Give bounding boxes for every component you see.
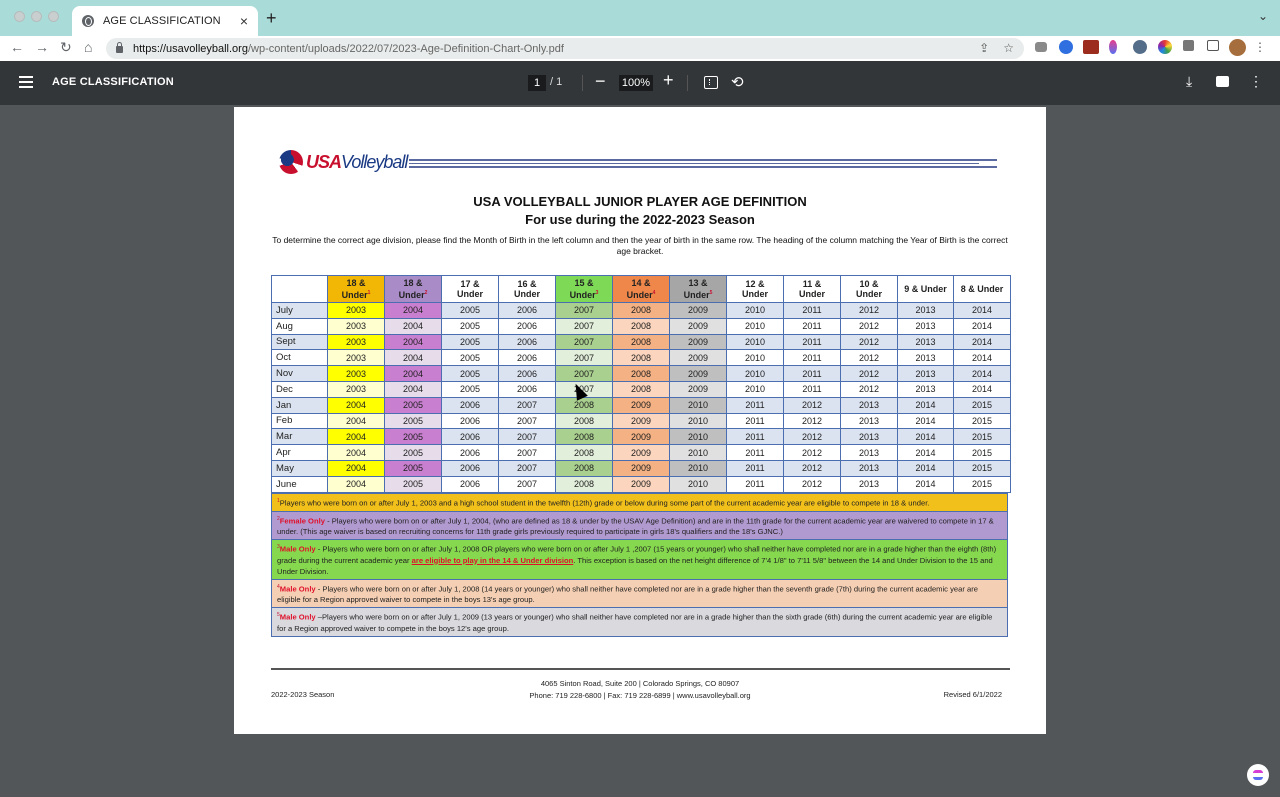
year-cell: 2008 xyxy=(613,350,670,366)
minimize-window-button[interactable] xyxy=(31,11,42,22)
footer-address: 4065 Sinton Road, Suite 200 | Colorado Springs, CO 80907 xyxy=(540,679,740,688)
footnote-3: $^3$Male Only - Players who were born on or after July 1, 2008 OR players who were born on or after July 1 ,2007 (15 years or younger) who shall neither have completed nor are in a grade higher than the eighth (8th) grade during the current academic year are eligible to play in the 14 & Under division. This exception is based on the net height difference of 7'4 1/8" to 7'11 5/8" between the 14 and Under Division to the 15 and Under Division. xyxy=(272,540,1007,580)
year-cell: 2013 xyxy=(898,318,954,334)
document-title: USA VOLLEYBALL JUNIOR PLAYER AGE DEFINITION xyxy=(473,194,807,209)
month-cell: Apr xyxy=(272,445,328,461)
url-host: https://usavolleyball.org xyxy=(133,42,248,55)
year-cell: 2011 xyxy=(784,334,841,350)
year-cell: 2008 xyxy=(556,429,613,445)
footnote-3-text-end: . This exception is based on the net height difference of 7'4 1/8" to 7'11 5/8" between the 14 and Under Division to the 15 and Under Division. xyxy=(277,555,993,576)
year-cell: 2008 xyxy=(556,476,613,492)
table-row xyxy=(272,303,1011,319)
column-header: 14 & Under$^4$ xyxy=(613,276,670,303)
year-cell: 2015 xyxy=(954,413,1011,429)
year-cell: 2006 xyxy=(499,318,556,334)
footnote-3-text: - Players who were born on or after July 1, 2008 OR players who were born on or after July 1 ,2007 (15 years or younger) who shall neither have completed nor are in a grade higher than the eighth (8th) grade during the current academic year xyxy=(277,544,997,565)
year-cell: 2003 xyxy=(328,366,385,382)
logo-volleyball-text: Volleyball xyxy=(341,151,408,172)
year-cell: 2008 xyxy=(556,413,613,429)
year-cell: 2006 xyxy=(442,476,499,492)
zoom-level-input[interactable]: 100% xyxy=(619,75,653,91)
year-cell: 2004 xyxy=(328,476,385,492)
year-cell: 2005 xyxy=(385,476,442,492)
year-cell: 2007 xyxy=(556,381,613,397)
month-cell: Oct xyxy=(272,350,328,366)
footer-revised: Revised 6/1/2022 xyxy=(943,690,1002,699)
year-cell: 2008 xyxy=(613,381,670,397)
year-cell: 2012 xyxy=(841,366,898,382)
extensions-puzzle-icon[interactable] xyxy=(1183,40,1194,51)
year-cell: 2009 xyxy=(613,460,670,476)
year-cell: 2013 xyxy=(898,381,954,397)
year-cell: 2015 xyxy=(954,460,1011,476)
year-cell: 2012 xyxy=(784,460,841,476)
year-cell: 2014 xyxy=(954,366,1011,382)
color-extension-icon[interactable] xyxy=(1158,40,1172,54)
year-cell: 2011 xyxy=(727,476,784,492)
footnote-3-emphasis: are eligible to play in the 14 & Under division xyxy=(411,555,574,565)
year-cell: 2009 xyxy=(670,334,727,350)
year-cell: 2007 xyxy=(556,303,613,319)
year-cell: 2012 xyxy=(784,476,841,492)
year-cell: 2008 xyxy=(613,334,670,350)
year-cell: 2008 xyxy=(613,318,670,334)
year-cell: 2009 xyxy=(613,445,670,461)
footnote-4: $^4$Male Only - Players who were born on or after July 1, 2008 (14 years or younger) who shall neither have completed nor are in a grade higher than the seventh grade (7th) during the current academic year are eligible for a Region approved waiver to compete in the boys 13's age group. xyxy=(272,580,1007,609)
year-cell: 2004 xyxy=(385,318,442,334)
browser-toolbar xyxy=(0,36,1280,61)
year-cell: 2005 xyxy=(442,303,499,319)
year-cell: 2014 xyxy=(954,350,1011,366)
year-cell: 2008 xyxy=(613,366,670,382)
year-cell: 2014 xyxy=(954,334,1011,350)
year-cell: 2005 xyxy=(385,413,442,429)
year-cell: 2004 xyxy=(328,397,385,413)
header-rule-lines xyxy=(409,159,997,170)
footnote-3-label: Male Only xyxy=(279,544,316,554)
year-cell: 2007 xyxy=(556,334,613,350)
year-cell: 2010 xyxy=(727,350,784,366)
menu-hamburger-icon[interactable] xyxy=(19,76,33,88)
profile-avatar[interactable] xyxy=(1229,39,1246,56)
year-cell: 2004 xyxy=(385,366,442,382)
column-header: 8 & Under xyxy=(954,276,1011,303)
year-cell: 2009 xyxy=(670,350,727,366)
pdf-title: AGE CLASSIFICATION xyxy=(52,76,174,88)
table-row xyxy=(272,445,1011,461)
year-cell: 2004 xyxy=(328,460,385,476)
year-cell: 2012 xyxy=(841,350,898,366)
year-cell: 2007 xyxy=(499,397,556,413)
table-row xyxy=(272,350,1011,366)
clickup-extension-icon[interactable] xyxy=(1109,40,1117,54)
year-cell: 2012 xyxy=(841,318,898,334)
year-cell: 2009 xyxy=(670,366,727,382)
forward-icon[interactable]: → xyxy=(35,39,49,55)
pdf-page xyxy=(234,107,1046,734)
address-bar[interactable] xyxy=(106,38,1024,59)
year-cell: 2011 xyxy=(784,366,841,382)
usa-volleyball-logo xyxy=(279,150,407,174)
year-cell: 2010 xyxy=(670,413,727,429)
year-cell: 2013 xyxy=(841,460,898,476)
column-header: 9 & Under xyxy=(898,276,954,303)
table-row xyxy=(272,429,1011,445)
close-window-button[interactable] xyxy=(14,11,25,22)
year-cell: 2012 xyxy=(784,445,841,461)
browser-menu-icon[interactable]: ⋮ xyxy=(1254,40,1266,54)
year-cell: 2003 xyxy=(328,381,385,397)
year-cell: 2007 xyxy=(499,413,556,429)
new-tab-button[interactable]: + xyxy=(266,8,277,28)
year-cell: 2012 xyxy=(841,381,898,397)
footer-contact xyxy=(234,678,1046,702)
month-cell: Aug xyxy=(272,318,328,334)
footnote-1: $^1$Players who were born on or after July 1, 2003 and a high school student in the twelfth (12th) grade or below during some part of the current academic year are eligible to compete in 18 & under. xyxy=(272,494,1007,512)
download-icon[interactable]: ⤓ xyxy=(1186,73,1193,89)
footnote-5-text: –Players who were born on or after July 1, 2009 (13 years or younger) who shall neither have completed nor are in a grade higher than the sixth grade (6th) during the current academic year are eligible for a Region approved waiver to compete in the boys 12's age group. xyxy=(277,612,993,633)
year-cell: 2013 xyxy=(898,350,954,366)
year-cell: 2009 xyxy=(613,429,670,445)
year-cell: 2006 xyxy=(442,460,499,476)
year-cell: 2013 xyxy=(841,413,898,429)
side-panel-icon[interactable] xyxy=(1207,40,1219,51)
footnote-2-label: Female Only xyxy=(279,516,325,526)
year-cell: 2004 xyxy=(328,413,385,429)
bookmark-star-icon[interactable]: ☆ xyxy=(1003,41,1014,55)
year-cell: 2010 xyxy=(727,366,784,382)
year-cell: 2005 xyxy=(385,460,442,476)
footnote-4-text: - Players who were born on or after July 1, 2008 (14 years or younger) who shall neither have completed nor are in a grade higher than the seventh grade (7th) during the current academic year are eligible for a Region approved waiver to compete in the boys 13's age group. xyxy=(277,584,978,605)
year-cell: 2006 xyxy=(442,397,499,413)
month-cell: May xyxy=(272,460,328,476)
year-cell: 2009 xyxy=(613,397,670,413)
year-cell: 2014 xyxy=(954,303,1011,319)
browser-tab[interactable] xyxy=(72,6,258,36)
year-cell: 2014 xyxy=(954,381,1011,397)
month-cell: Dec xyxy=(272,381,328,397)
window-controls xyxy=(14,11,59,22)
table-row xyxy=(272,397,1011,413)
year-cell: 2003 xyxy=(328,334,385,350)
month-cell: Nov xyxy=(272,366,328,382)
table-row xyxy=(272,476,1011,492)
tide-extension-icon[interactable] xyxy=(1083,40,1099,54)
footnote-2: $^2$Female Only - Players who were born on or after July 1, 2004, (who are defined as 18 & under by the USAV Age Definition) and are in the 11th grade for the current academic year are waivered to compete in 17 & under. (This age waiver is based on recruiting concerns for 11th grade girls previously required to participate in girls 18's qualifiers and the 18's GJNC.) xyxy=(272,512,1007,541)
year-cell: 2004 xyxy=(385,303,442,319)
column-header: 15 & Under$^3$ xyxy=(556,276,613,303)
year-cell: 2013 xyxy=(898,334,954,350)
year-cell: 2005 xyxy=(385,445,442,461)
footer-phone: Phone: 719 228-6800 | Fax: 719 228-6899 | www.usavolleyball.org xyxy=(529,691,751,700)
year-cell: 2003 xyxy=(328,350,385,366)
year-cell: 2013 xyxy=(898,303,954,319)
table-row xyxy=(272,366,1011,382)
year-cell: 2006 xyxy=(499,381,556,397)
year-cell: 2005 xyxy=(442,334,499,350)
year-cell: 2010 xyxy=(727,381,784,397)
reload-icon[interactable]: ↻ xyxy=(60,39,72,55)
clickup-floating-button[interactable] xyxy=(1247,764,1269,786)
year-cell: 2014 xyxy=(898,460,954,476)
year-cell: 2013 xyxy=(841,445,898,461)
footer-rule xyxy=(271,668,1010,670)
year-cell: 2009 xyxy=(670,381,727,397)
table-corner xyxy=(272,276,328,303)
year-cell: 2010 xyxy=(670,445,727,461)
zoom-in-button[interactable]: + xyxy=(663,70,674,90)
year-cell: 2006 xyxy=(442,413,499,429)
year-cell: 2010 xyxy=(670,460,727,476)
year-cell: 2013 xyxy=(841,397,898,413)
year-cell: 2014 xyxy=(954,318,1011,334)
year-cell: 2007 xyxy=(499,460,556,476)
year-cell: 2011 xyxy=(784,318,841,334)
year-cell: 2012 xyxy=(784,429,841,445)
footnote-5-label: Male Only xyxy=(279,612,316,622)
year-cell: 2007 xyxy=(556,350,613,366)
year-cell: 2014 xyxy=(898,413,954,429)
year-cell: 2005 xyxy=(442,381,499,397)
year-cell: 2011 xyxy=(727,460,784,476)
column-header: 13 & Under$^5$ xyxy=(670,276,727,303)
document-subtitle: For use during the 2022-2023 Season xyxy=(525,212,755,227)
year-cell: 2012 xyxy=(841,334,898,350)
fit-page-icon[interactable] xyxy=(704,76,718,89)
year-cell: 2009 xyxy=(613,476,670,492)
year-cell: 2013 xyxy=(841,429,898,445)
month-cell: Jan xyxy=(272,397,328,413)
tab-title: AGE CLASSIFICATION xyxy=(103,15,221,27)
year-cell: 2005 xyxy=(442,350,499,366)
pdf-toolbar xyxy=(0,61,1280,105)
year-cell: 2007 xyxy=(499,445,556,461)
table-row xyxy=(272,460,1011,476)
year-cell: 2006 xyxy=(499,350,556,366)
maximize-window-button[interactable] xyxy=(48,11,59,22)
logo-usa-text: USA xyxy=(306,151,342,172)
lock-icon[interactable] xyxy=(116,46,123,53)
year-cell: 2014 xyxy=(898,429,954,445)
year-cell: 2011 xyxy=(727,429,784,445)
year-cell: 2007 xyxy=(556,366,613,382)
month-cell: Feb xyxy=(272,413,328,429)
year-cell: 2004 xyxy=(385,334,442,350)
year-cell: 2007 xyxy=(556,318,613,334)
camera-extension-icon[interactable] xyxy=(1035,42,1047,52)
footnote-5: $^5$Male Only –Players who were born on or after July 1, 2009 (13 years or younger) who shall neither have completed nor are in a grade higher than the sixth grade (6th) during the current academic year are eligible for a Region approved waiver to compete in the boys 12's age group. xyxy=(272,608,1007,636)
age-definition-table xyxy=(271,275,1011,493)
column-header: 12 & Under xyxy=(727,276,784,303)
password-extension-icon[interactable] xyxy=(1133,40,1147,54)
year-cell: 2013 xyxy=(841,476,898,492)
home-icon[interactable]: ⌂ xyxy=(84,39,93,55)
year-cell: 2009 xyxy=(670,318,727,334)
year-cell: 2006 xyxy=(442,429,499,445)
close-tab-icon[interactable]: × xyxy=(239,13,248,29)
year-cell: 2011 xyxy=(727,397,784,413)
column-header: 11 & Under xyxy=(784,276,841,303)
year-cell: 2009 xyxy=(613,413,670,429)
year-cell: 2010 xyxy=(727,318,784,334)
year-cell: 2010 xyxy=(727,334,784,350)
month-cell: June xyxy=(272,476,328,492)
clickup-icon xyxy=(1253,770,1263,780)
footnote-1-text: Players who were born on or after July 1, 2003 and a high school student in the twelfth (12th) grade or below during some part of the current academic year are eligible to compete in 18 & under. xyxy=(279,498,930,508)
month-cell: July xyxy=(272,303,328,319)
table-row xyxy=(272,381,1011,397)
table-row xyxy=(272,413,1011,429)
column-header: 16 & Under xyxy=(499,276,556,303)
table-row xyxy=(272,334,1011,350)
year-cell: 2005 xyxy=(385,429,442,445)
year-cell: 2010 xyxy=(670,476,727,492)
year-cell: 2005 xyxy=(442,318,499,334)
tab-search-chevron-icon[interactable]: ⌄ xyxy=(1257,9,1268,23)
year-cell: 2003 xyxy=(328,318,385,334)
year-cell: 2006 xyxy=(442,445,499,461)
c-extension-icon[interactable] xyxy=(1059,40,1073,54)
year-cell: 2011 xyxy=(727,413,784,429)
year-cell: 2010 xyxy=(727,303,784,319)
page-total: / 1 xyxy=(550,76,563,88)
volleyball-logo-icon xyxy=(279,150,303,174)
browser-tab-strip xyxy=(0,0,1280,36)
year-cell: 2008 xyxy=(613,303,670,319)
intro-text: To determine the correct age division, please find the Month of Birth in the left column and then the year of birth in the same row. The heading of the column matching the Year of Birth is the correct age bracket. xyxy=(272,235,1008,256)
year-cell: 2005 xyxy=(442,366,499,382)
year-cell: 2008 xyxy=(556,460,613,476)
year-cell: 2014 xyxy=(898,476,954,492)
year-cell: 2003 xyxy=(328,303,385,319)
zoom-out-button[interactable]: − xyxy=(595,71,606,91)
rotate-icon[interactable]: ⟲ xyxy=(731,74,744,91)
more-actions-icon[interactable]: ⋮ xyxy=(1249,73,1263,89)
year-cell: 2014 xyxy=(898,445,954,461)
share-icon[interactable]: ⇪ xyxy=(979,41,990,55)
month-cell: Sept xyxy=(272,334,328,350)
year-cell: 2013 xyxy=(898,366,954,382)
year-cell: 2008 xyxy=(556,445,613,461)
toolbar-divider xyxy=(687,75,688,91)
year-cell: 2014 xyxy=(898,397,954,413)
year-cell: 2004 xyxy=(328,429,385,445)
year-cell: 2012 xyxy=(784,397,841,413)
year-cell: 2008 xyxy=(556,397,613,413)
year-cell: 2007 xyxy=(499,476,556,492)
column-header: 17 & Under xyxy=(442,276,499,303)
year-cell: 2011 xyxy=(784,303,841,319)
year-cell: 2012 xyxy=(841,303,898,319)
footnotes xyxy=(271,493,1008,637)
footer-season: 2022-2023 Season xyxy=(271,690,335,699)
year-cell: 2006 xyxy=(499,303,556,319)
column-header: 10 & Under xyxy=(841,276,898,303)
year-cell: 2010 xyxy=(670,429,727,445)
year-cell: 2015 xyxy=(954,429,1011,445)
column-header: 18 & Under$^1$ xyxy=(328,276,385,303)
year-cell: 2015 xyxy=(954,445,1011,461)
table-row xyxy=(272,318,1011,334)
print-icon[interactable] xyxy=(1216,76,1229,87)
year-cell: 2011 xyxy=(784,381,841,397)
year-cell: 2005 xyxy=(385,397,442,413)
url-path: /wp-content/uploads/2022/07/2023-Age-Definition-Chart-Only.pdf xyxy=(247,42,564,55)
year-cell: 2006 xyxy=(499,334,556,350)
year-cell: 2010 xyxy=(670,397,727,413)
toolbar-divider xyxy=(582,75,583,91)
year-cell: 2004 xyxy=(385,381,442,397)
back-icon[interactable]: ← xyxy=(10,39,24,55)
year-cell: 2015 xyxy=(954,397,1011,413)
year-cell: 2004 xyxy=(385,350,442,366)
month-cell: Mar xyxy=(272,429,328,445)
year-cell: 2009 xyxy=(670,303,727,319)
page-number-input[interactable]: 1 xyxy=(528,75,546,91)
year-cell: 2015 xyxy=(954,476,1011,492)
year-cell: 2006 xyxy=(499,366,556,382)
footnote-2-text: - Players who were born on or after July 1, 2004, (who are defined as 18 & under by the USAV Age Definition) and are in the 11th grade for the current academic year are waivered to compete in 17 & under. (This age waiver is based on recruiting concerns for 11th grade girls previously required to participate in girls 18's qualifiers and the 18's GJNC.) xyxy=(277,516,994,537)
year-cell: 2004 xyxy=(328,445,385,461)
globe-icon xyxy=(82,15,94,27)
year-cell: 2011 xyxy=(727,445,784,461)
year-cell: 2012 xyxy=(784,413,841,429)
year-cell: 2011 xyxy=(784,350,841,366)
column-header: 18 & Under$^2$ xyxy=(385,276,442,303)
footnote-4-label: Male Only xyxy=(279,584,316,594)
year-cell: 2007 xyxy=(499,429,556,445)
